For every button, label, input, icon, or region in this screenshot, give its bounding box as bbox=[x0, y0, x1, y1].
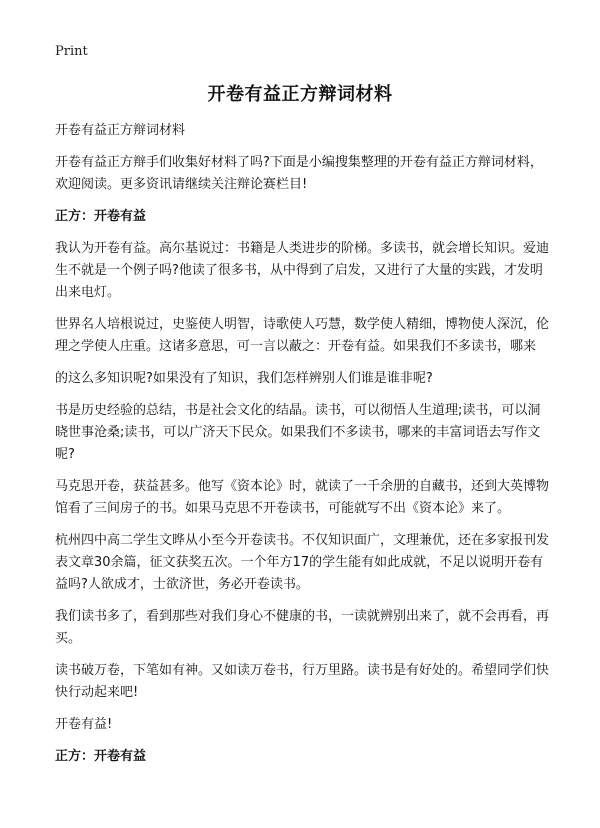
section-heading: 正方：开卷有益 bbox=[55, 209, 147, 224]
print-link[interactable]: Print bbox=[55, 44, 88, 59]
paragraph: 开卷有益! bbox=[55, 717, 113, 732]
paragraph: 世界名人培根说过，史鉴使人明智，诗歌使人巧慧，数学使人精细，博物使人深沉，伦理之学使人庄重。这诸多意思，可一言以蔽之：开卷有益。如果我们不多读书，哪来 bbox=[55, 317, 550, 354]
paragraph: 我们读书多了，看到那些对我们身心不健康的书，一读就辨别出来了，就不会再看，再买。 bbox=[55, 609, 550, 646]
paragraph: 开卷有益正方辩手们收集好材料了吗?下面是小编搜集整理的开卷有益正方辩词材料，欢迎阅读。更多资讯请继续关注辩论赛栏目! bbox=[55, 155, 543, 192]
paragraph: 我认为开卷有益。高尔基说过：书籍是人类进步的阶梯。多读书，就会增长知识。爱迪生不就是一个例子吗?他读了很多书，从中得到了启发，又进行了大量的实践，才发明出来电灯。 bbox=[55, 241, 550, 300]
paragraph: 马克思开卷，获益甚多。他写《资本论》时，就读了一千余册的自藏书，还到大英博物馆看了三间房子的书。如果马克思不开卷读书，可能就写不出《资本论》来了。 bbox=[55, 479, 550, 516]
paragraph: 书是历史经验的总结，书是社会文化的结晶。读书，可以彻悟人生道理;读书，可以洞晓世事沧桑;读书，可以广济天下民众。如果我们不多读书，哪来的丰富词语去写作文呢? bbox=[55, 403, 541, 462]
paragraph: 的这么多知识呢?如果没有了知识，我们怎样辨别人们谁是谁非呢? bbox=[55, 371, 433, 386]
paragraph: 杭州四中高二学生文晔从小至今开卷读书。不仅知识面广，文理兼优，还在多家报刊发表文章30余篇，征文获奖五次。一个年方17的学生能有如此成就，不足以说明开卷有益吗?人欲成才，士欲济世，务必开卷读书。 bbox=[55, 533, 550, 592]
paragraph: 读书破万卷，下笔如有神。又如读万卷书，行万里路。读书是有好处的。希望同学们快快行动起来吧! bbox=[55, 663, 550, 700]
paragraph: 开卷有益正方辩词材料 bbox=[55, 123, 186, 138]
section-heading: 正方：开卷有益 bbox=[55, 749, 147, 764]
page-title: 开卷有益正方辩词材料 bbox=[207, 84, 393, 105]
document-body bbox=[55, 120, 550, 778]
